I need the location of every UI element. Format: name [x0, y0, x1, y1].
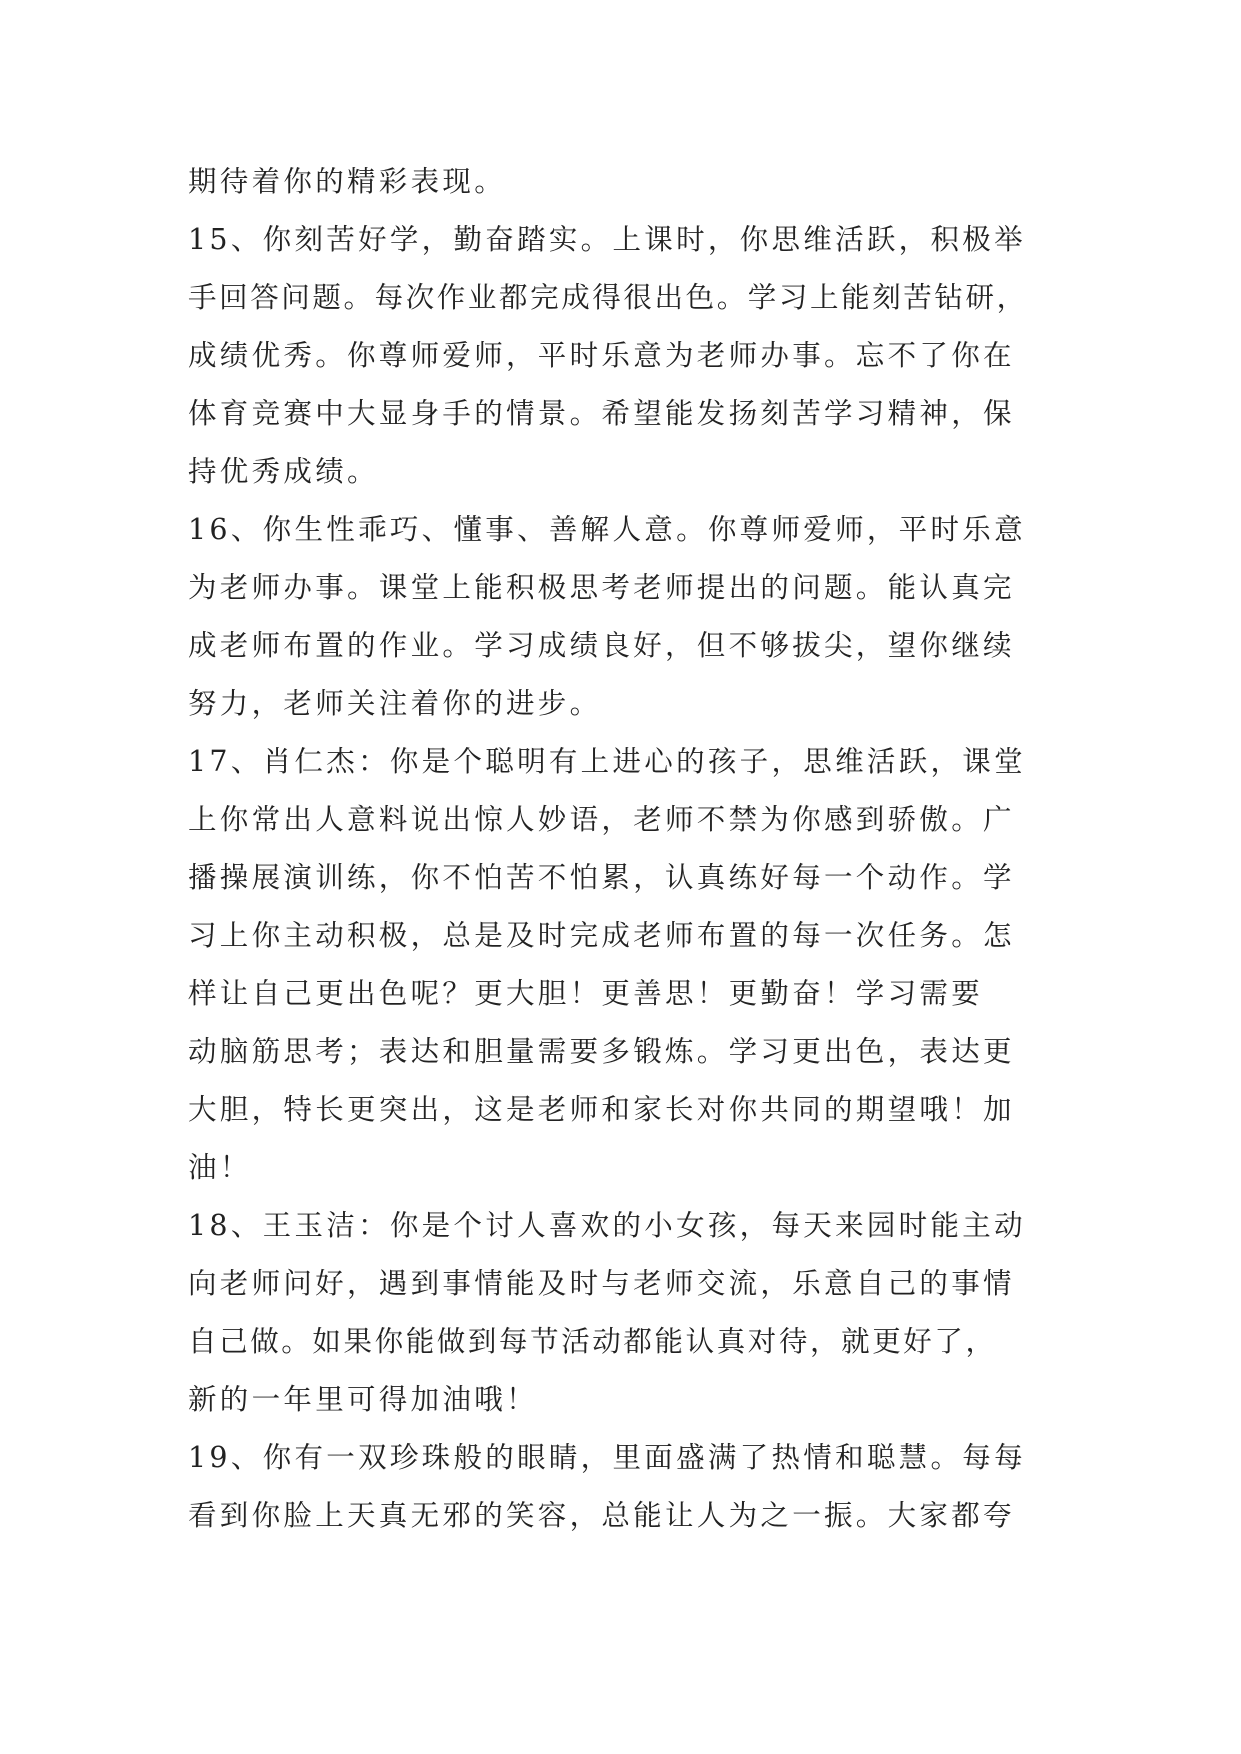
text-line: 动脑筋思考；表达和胆量需要多锻炼。学习更出色，表达更 — [188, 1035, 1015, 1068]
text-line: 向老师问好，遇到事情能及时与老师交流，乐意自己的事情 — [188, 1267, 1015, 1300]
document-body — [188, 153, 1058, 1545]
text-line: 成绩优秀。你尊师爱师，平时乐意为老师办事。忘不了你在 — [188, 339, 1015, 372]
text-line: 大胆，特长更突出，这是老师和家长对你共同的期望哦！加 — [188, 1093, 1015, 1126]
text-line: 自己做。如果你能做到每节活动都能认真对待，就更好了， — [188, 1325, 997, 1358]
text-line: 15、你刻苦好学，勤奋踏实。上课时，你思维活跃，积极举 — [188, 223, 1026, 256]
text-line: 播操展演训练，你不怕苦不怕累，认真练好每一个动作。学 — [188, 861, 1015, 894]
text-line: 成老师布置的作业。学习成绩良好，但不够拔尖，望你继续 — [188, 629, 1015, 662]
text-line: 上你常出人意料说出惊人妙语，老师不禁为你感到骄傲。广 — [188, 803, 1015, 836]
text-line: 习上你主动积极，总是及时完成老师布置的每一次任务。怎 — [188, 919, 1015, 952]
text-line: 看到你脸上天真无邪的笑容，总能让人为之一振。大家都夸 — [188, 1499, 1015, 1532]
text-line: 持优秀成绩。 — [188, 455, 379, 488]
text-line: 手回答问题。每次作业都完成得很出色。学习上能刻苦钻研， — [188, 281, 1028, 314]
text-line: 16、你生性乖巧、懂事、善解人意。你尊师爱师，平时乐意 — [188, 513, 1026, 546]
text-line: 为老师办事。课堂上能积极思考老师提出的问题。能认真完 — [188, 571, 1015, 604]
text-line: 样让自己更出色呢？更大胆！更善思！更勤奋！学习需要 — [188, 977, 984, 1010]
text-line: 期待着你的精彩表现。 — [188, 165, 507, 198]
text-line: 19、你有一双珍珠般的眼睛，里面盛满了热情和聪慧。每每 — [188, 1441, 1026, 1474]
text-line: 18、王玉洁：你是个讨人喜欢的小女孩，每天来园时能主动 — [188, 1209, 1026, 1242]
text-line: 努力，老师关注着你的进步。 — [188, 687, 602, 720]
text-line: 新的一年里可得加油哦！ — [188, 1383, 538, 1416]
text-line: 体育竞赛中大显身手的情景。希望能发扬刻苦学习精神，保 — [188, 397, 1015, 430]
text-line: 油！ — [188, 1151, 252, 1184]
text-line: 17、肖仁杰：你是个聪明有上进心的孩子，思维活跃，课堂 — [188, 745, 1026, 778]
